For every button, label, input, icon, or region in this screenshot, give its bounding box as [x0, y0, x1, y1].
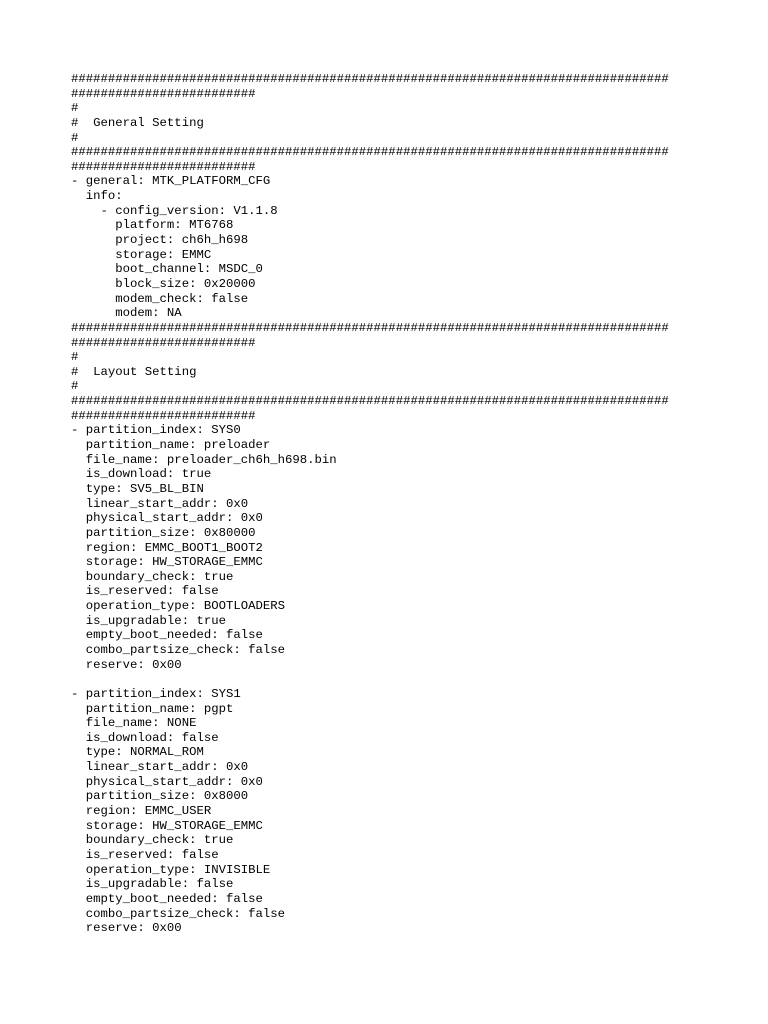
- text-line: type: SV5_BL_BIN: [71, 481, 204, 496]
- text-line: #################################################################################: [71, 320, 669, 335]
- text-line: block_size: 0x20000: [71, 276, 256, 291]
- text-line: #################################################################################: [71, 145, 669, 160]
- text-line: #: [71, 350, 79, 365]
- text-line: boundary_check: true: [71, 833, 234, 848]
- text-line: [71, 672, 761, 687]
- text-line: region: EMMC_BOOT1_BOOT2: [71, 540, 263, 555]
- text-line: project: ch6h_h698: [71, 233, 249, 248]
- text-line: physical_start_addr: 0x0: [71, 511, 263, 526]
- text-line: #########################: [71, 408, 256, 423]
- text-line: operation_type: BOOTLOADERS: [71, 599, 286, 614]
- text-line: #: [71, 379, 79, 394]
- text-line: region: EMMC_USER: [71, 804, 212, 819]
- text-line: #: [71, 101, 79, 116]
- text-line: #########################: [71, 159, 256, 174]
- text-line: combo_partsize_check: false: [71, 906, 286, 921]
- text-line: modem: NA: [71, 306, 182, 321]
- text-line: #################################################################################: [71, 72, 669, 86]
- text-line: #: [71, 130, 79, 145]
- text-line: #########################: [71, 86, 256, 101]
- text-line: platform: MT6768: [71, 218, 234, 233]
- text-line: - partition_index: SYS0: [71, 423, 241, 438]
- text-line: boot_channel: MSDC_0: [71, 262, 263, 277]
- text-line: is_upgradable: false: [71, 877, 234, 892]
- text-line: empty_boot_needed: false: [71, 628, 263, 643]
- text-line: is_download: false: [71, 730, 219, 745]
- text-line: - config_version: V1.1.8: [71, 203, 278, 218]
- text-line: # Layout Setting: [71, 364, 197, 379]
- text-line: operation_type: INVISIBLE: [71, 862, 271, 877]
- text-line: type: NORMAL_ROM: [71, 745, 204, 760]
- text-line: linear_start_addr: 0x0: [71, 760, 249, 775]
- text-line: is_upgradable: true: [71, 613, 226, 628]
- text-line: combo_partsize_check: false: [71, 642, 286, 657]
- text-line: reserve: 0x00: [71, 657, 182, 672]
- text-line: empty_boot_needed: false: [71, 891, 263, 906]
- text-line: modem_check: false: [71, 291, 249, 306]
- text-line: linear_start_addr: 0x0: [71, 496, 249, 511]
- text-line: boundary_check: true: [71, 569, 234, 584]
- text-line: - general: MTK_PLATFORM_CFG: [71, 174, 271, 189]
- text-line: # General Setting: [71, 115, 204, 130]
- text-line: storage: HW_STORAGE_EMMC: [71, 555, 263, 570]
- text-line: #########################: [71, 335, 256, 350]
- text-line: partition_size: 0x8000: [71, 789, 249, 804]
- text-line: partition_name: preloader: [71, 438, 271, 453]
- text-line: reserve: 0x00: [71, 921, 182, 936]
- text-line: info:: [71, 189, 123, 204]
- text-line: file_name: NONE: [71, 716, 197, 731]
- text-line: storage: HW_STORAGE_EMMC: [71, 818, 263, 833]
- text-line: is_download: true: [71, 467, 212, 482]
- text-line: storage: EMMC: [71, 247, 212, 262]
- text-line: is_reserved: false: [71, 847, 219, 862]
- text-line: #################################################################################: [71, 394, 669, 409]
- text-line: - partition_index: SYS1: [71, 686, 241, 701]
- text-line: partition_name: pgpt: [71, 701, 234, 716]
- text-line: physical_start_addr: 0x0: [71, 774, 263, 789]
- text-line: file_name: preloader_ch6h_h698.bin: [71, 452, 337, 467]
- text-line: is_reserved: false: [71, 584, 219, 599]
- scatter-file-text: [71, 72, 761, 936]
- text-line: partition_size: 0x80000: [71, 525, 256, 540]
